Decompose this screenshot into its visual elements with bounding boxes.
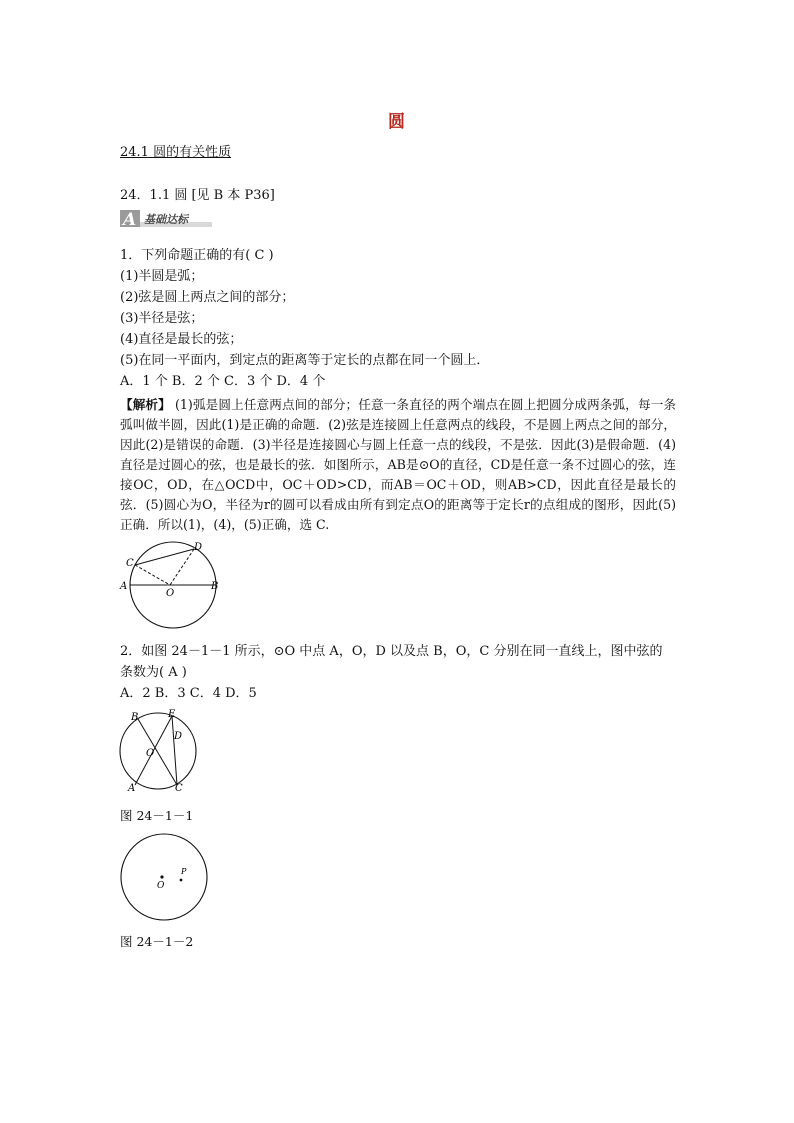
badge-letter: A — [123, 210, 137, 229]
page-title: 圆 — [388, 112, 405, 132]
svg-text:P: P — [181, 867, 187, 876]
figure-caption-2: 图 24－1－2 — [120, 934, 194, 949]
svg-text:B: B — [211, 581, 219, 592]
badge-label: 基础达标 — [144, 213, 188, 226]
svg-text:A: A — [120, 581, 128, 592]
svg-text:D: D — [174, 731, 183, 742]
analysis-tag: 【解析】 — [120, 397, 171, 412]
figure-caption-1: 图 24－1－1 — [120, 808, 194, 823]
svg-text:A: A — [128, 783, 136, 793]
svg-text:E: E — [168, 709, 176, 720]
q2-stem-line2: 条数为( A ) — [120, 665, 187, 680]
q2-options: A．2 B．3 C．4 D．5 — [120, 686, 257, 701]
svg-text:C: C — [175, 783, 183, 793]
svg-text:O: O — [146, 748, 155, 759]
svg-text:O: O — [166, 588, 175, 599]
q1-stem: 1．下列命题正确的有( C ) — [120, 248, 274, 263]
svg-text:C: C — [126, 558, 134, 569]
q2-figure — [118, 707, 202, 797]
q1-options: A．1 个 B．2 个 C．3 个 D．4 个 — [120, 374, 326, 389]
q2-stem-line1: 2．如图 24－1－1 所示，⊙O 中点 A，O，D 以及点 B，O，C 分别在同一直线上，图中弦的 — [120, 644, 663, 659]
q1-item-5: (5)在同一平面内，到定点的距离等于定长的点都在同一个圆上． — [120, 353, 490, 368]
analysis-text: (1)弧是圆上任意两点间的部分；任意一条直径的两个端点在圆上把圆分成两条弧，每一条弧叫做半圆，因此(1)是正确的命题．(2)弦是连接圆上任意两点的线段，不是圆上两点之间的部分，因此(2)是错误的命题．(3)半径是连接圆心与圆上任意一点的线段，不是弦．因此(3)是假命题．(4)直径是过圆心的弦，也是最长的弦．如图所示，AB是⊙O的直径，CD是任意一条不过圆心的弦，连接OC，OD，在△OCD中，OC＋OD>CD，而AB＝OC＋OD，则AB>CD，因此直径是最长的弦．(5)圆心为O，半径为r的圆可以看成由所有到定点O的距离等于定长r的点组成的图形，因此(5)正确．所以(1)，(4)，(5)正确，选 C. — [120, 397, 677, 532]
q1-item-4: (4)直径是最长的弦； — [120, 332, 243, 347]
q1-item-1: (1)半圆是弧； — [120, 269, 204, 284]
q1-item-3: (3)半径是弦； — [120, 311, 204, 326]
figure-2 — [118, 831, 210, 927]
subsection-heading: 24．1.1 圆 [见 B 本 P36] — [120, 188, 275, 203]
q1-figure — [118, 538, 228, 634]
svg-text:B: B — [131, 712, 139, 723]
basic-level-badge — [120, 209, 212, 229]
section-heading: 24.1 圆的有关性质 — [120, 145, 232, 160]
svg-text:D: D — [194, 542, 203, 553]
q1-item-2: (2)弦是圆上两点之间的部分； — [120, 290, 295, 305]
svg-text:O: O — [157, 881, 165, 891]
q1-analysis — [120, 395, 676, 535]
